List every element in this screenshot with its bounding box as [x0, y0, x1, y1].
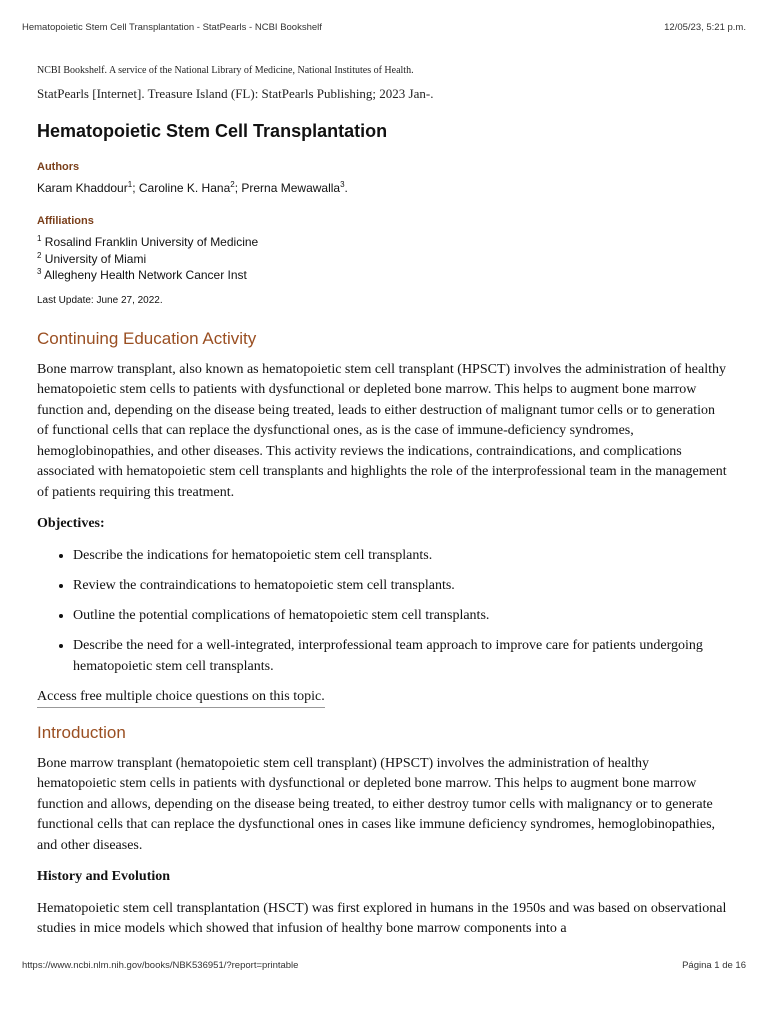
- objectives-heading: Objectives:: [37, 515, 105, 531]
- affiliation-name: Allegheny Health Network Cancer Inst: [44, 268, 247, 282]
- author-link[interactable]: Prerna Mewawalla: [241, 181, 341, 195]
- print-footer-page-number: Página 1 de 16: [682, 960, 746, 971]
- affiliations-heading: Affiliations: [37, 215, 94, 227]
- objective-item: • Describe the need for a well-integrated, interprofessional team approach to improve care for patients undergoing hematopoietic stem cell transplants.: [73, 636, 727, 677]
- page-title: Hematopoietic Stem Cell Transplantation: [37, 121, 388, 141]
- affiliation-ref: 3: [37, 267, 42, 276]
- affiliation-name: Rosalind Franklin University of Medicine: [44, 235, 259, 249]
- history-paragraph: Hematopoietic stem cell transplantation (HSCT) was first explored in humans in the 1950s and was based on observational studies in mice models which showed that infusion of healthy bone marrow components into a: [37, 900, 727, 937]
- introduction-paragraph: Bone marrow transplant (hematopoietic stem cell transplant) (HPSCT) involves the administration of healthy hematopoietic stem cells in patients with dysfunctional or depleted bone marrow. This helps to augment bone marrow function and allows, depending on the disease being treated, to either destroy tumor cells with malignancy or to generate functional cells that can replace the dysfunctional ones in cases like immune deficiency syndromes, hemoglobinopathies, and other diseases.: [37, 755, 716, 853]
- author-affiliation-ref[interactable]: 1: [127, 180, 133, 189]
- publication-line: StatPearls [Internet]. Treasure Island (FL): StatPearls Publishing; 2023 Jan-.: [37, 86, 434, 101]
- history-heading: History and Evolution: [37, 868, 171, 884]
- author-link[interactable]: Karam Khaddour: [37, 181, 128, 195]
- print-header-title: Hematopoietic Stem Cell Transplantation - StatPearls - NCBI Bookshelf: [22, 22, 322, 33]
- affiliation-item: [37, 251, 727, 268]
- authors-list: [37, 180, 727, 196]
- print-footer: [22, 960, 746, 971]
- introduction-heading: Introduction: [37, 722, 126, 742]
- ce-activity-paragraph: Bone marrow transplant, also known as hematopoietic stem cell transplant (HPSCT) involves the administration of healthy hematopoietic stem cells to patients with dysfunctional or depleted bone marrow. This helps to augment bone marrow function and, depending on the disease being treated, leads to either destruction of malignant tumor cells or to generation of functional cells that can replace the dysfunctional ones, as is the case of immune-deficiency syndromes, hemoglobinopathies, and other diseases. This activity reviews the indications, contraindications, and complications associated with hematopoietic stem cell transplants and highlights the role of the interprofessional team in the management of patients requiring this treatment.: [37, 361, 727, 501]
- author-link[interactable]: Caroline K. Hana: [138, 181, 231, 195]
- last-update: Last Update: June 27, 2022.: [37, 294, 163, 306]
- mcq-access-link[interactable]: Access free multiple choice questions on this topic.: [37, 687, 325, 708]
- affiliation-ref: 2: [37, 250, 42, 260]
- objective-item: • Outline the potential complications of hematopoietic stem cell transplants.: [73, 606, 727, 627]
- author-separator: ;: [132, 181, 139, 195]
- print-header: [22, 22, 746, 33]
- author-affiliation-ref[interactable]: 2: [230, 180, 235, 189]
- objective-item: • Describe the indications for hematopoietic stem cell transplants.: [73, 546, 727, 567]
- service-line: NCBI Bookshelf. A service of the National Library of Medicine, National Institutes of Health.: [37, 65, 414, 76]
- ce-activity-heading: Continuing Education Activity: [37, 328, 257, 348]
- document-page: [37, 64, 727, 950]
- objectives-list: [37, 546, 727, 677]
- affiliations-list: [37, 234, 727, 284]
- affiliation-ref: 1: [37, 234, 42, 243]
- author-separator: ;: [234, 181, 242, 195]
- print-header-datetime: 12/05/23, 5:21 p.m.: [664, 22, 746, 33]
- affiliation-item: [37, 267, 727, 284]
- authors-heading: Authors: [37, 161, 80, 173]
- author-separator: .: [344, 181, 348, 195]
- affiliations-block: [37, 234, 727, 284]
- affiliation-name: University of Miami: [44, 251, 147, 266]
- author-affiliation-ref[interactable]: 3: [340, 180, 345, 189]
- print-footer-url[interactable]: https://www.ncbi.nlm.nih.gov/books/NBK536951/?report=printable: [22, 960, 299, 971]
- affiliation-item: [37, 234, 727, 251]
- objective-item: • Review the contraindications to hematopoietic stem cell transplants.: [73, 576, 727, 597]
